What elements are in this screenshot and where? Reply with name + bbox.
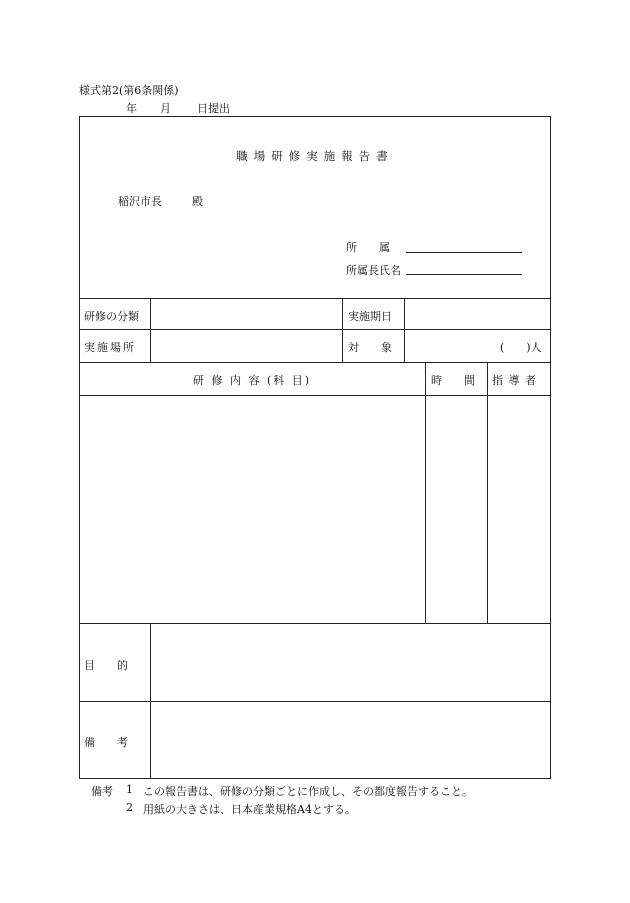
addressee — [118, 193, 203, 209]
content-field[interactable] — [81, 397, 423, 621]
date-submitted-label: 日提出 — [197, 102, 230, 115]
time-field[interactable] — [427, 397, 485, 621]
affiliation-line[interactable] — [406, 252, 522, 253]
grid-line — [487, 362, 488, 623]
target-label: 対 象 — [348, 341, 392, 354]
head-name-line[interactable] — [406, 274, 522, 275]
grid-line — [79, 395, 551, 396]
category-label: 研修の分類 — [84, 310, 139, 323]
note-number: 2 — [126, 801, 133, 814]
grid-line — [150, 298, 151, 362]
location-field[interactable] — [152, 331, 340, 360]
notes-label: 備考 — [91, 785, 113, 798]
addressee-name: 稲沢市長 — [118, 195, 162, 208]
time-header: 時 間 — [431, 374, 475, 387]
note-text: この報告書は、研修の分類ごとに作成し、その都度報告すること。 — [143, 785, 473, 798]
head-name-label: 所属長氏名 — [346, 264, 401, 277]
note-number: 1 — [126, 783, 133, 796]
instructor-field[interactable] — [489, 397, 549, 621]
form-reference: 様式第2(第6条関係) — [79, 84, 179, 97]
remarks-label: 備 考 — [84, 736, 128, 749]
date-year-label: 年 — [126, 102, 137, 115]
period-label: 実施期日 — [348, 310, 392, 323]
grid-line — [404, 298, 405, 362]
form-title: 職場研修実施報告書 — [236, 149, 394, 163]
date-month-label: 月 — [160, 102, 171, 115]
note-text: 用紙の大きさは、日本産業規格A4とする。 — [143, 803, 356, 816]
content-header: 研 修 内 容 (科 目) — [192, 374, 312, 387]
grid-line — [425, 362, 426, 623]
location-label: 実施場所 — [84, 341, 136, 354]
purpose-label: 目 的 — [84, 659, 128, 672]
category-field[interactable] — [152, 300, 340, 327]
people-count-field[interactable]: ( )人 — [500, 341, 542, 354]
grid-line — [342, 298, 343, 362]
instructor-header: 指 導 者 — [492, 374, 537, 387]
remarks-field[interactable] — [152, 703, 549, 777]
purpose-field[interactable] — [152, 625, 549, 699]
honorific: 殿 — [192, 195, 203, 208]
grid-line — [150, 623, 151, 779]
grid-line — [79, 362, 551, 363]
period-field[interactable] — [406, 300, 549, 327]
affiliation-label: 所 属 — [346, 241, 390, 254]
